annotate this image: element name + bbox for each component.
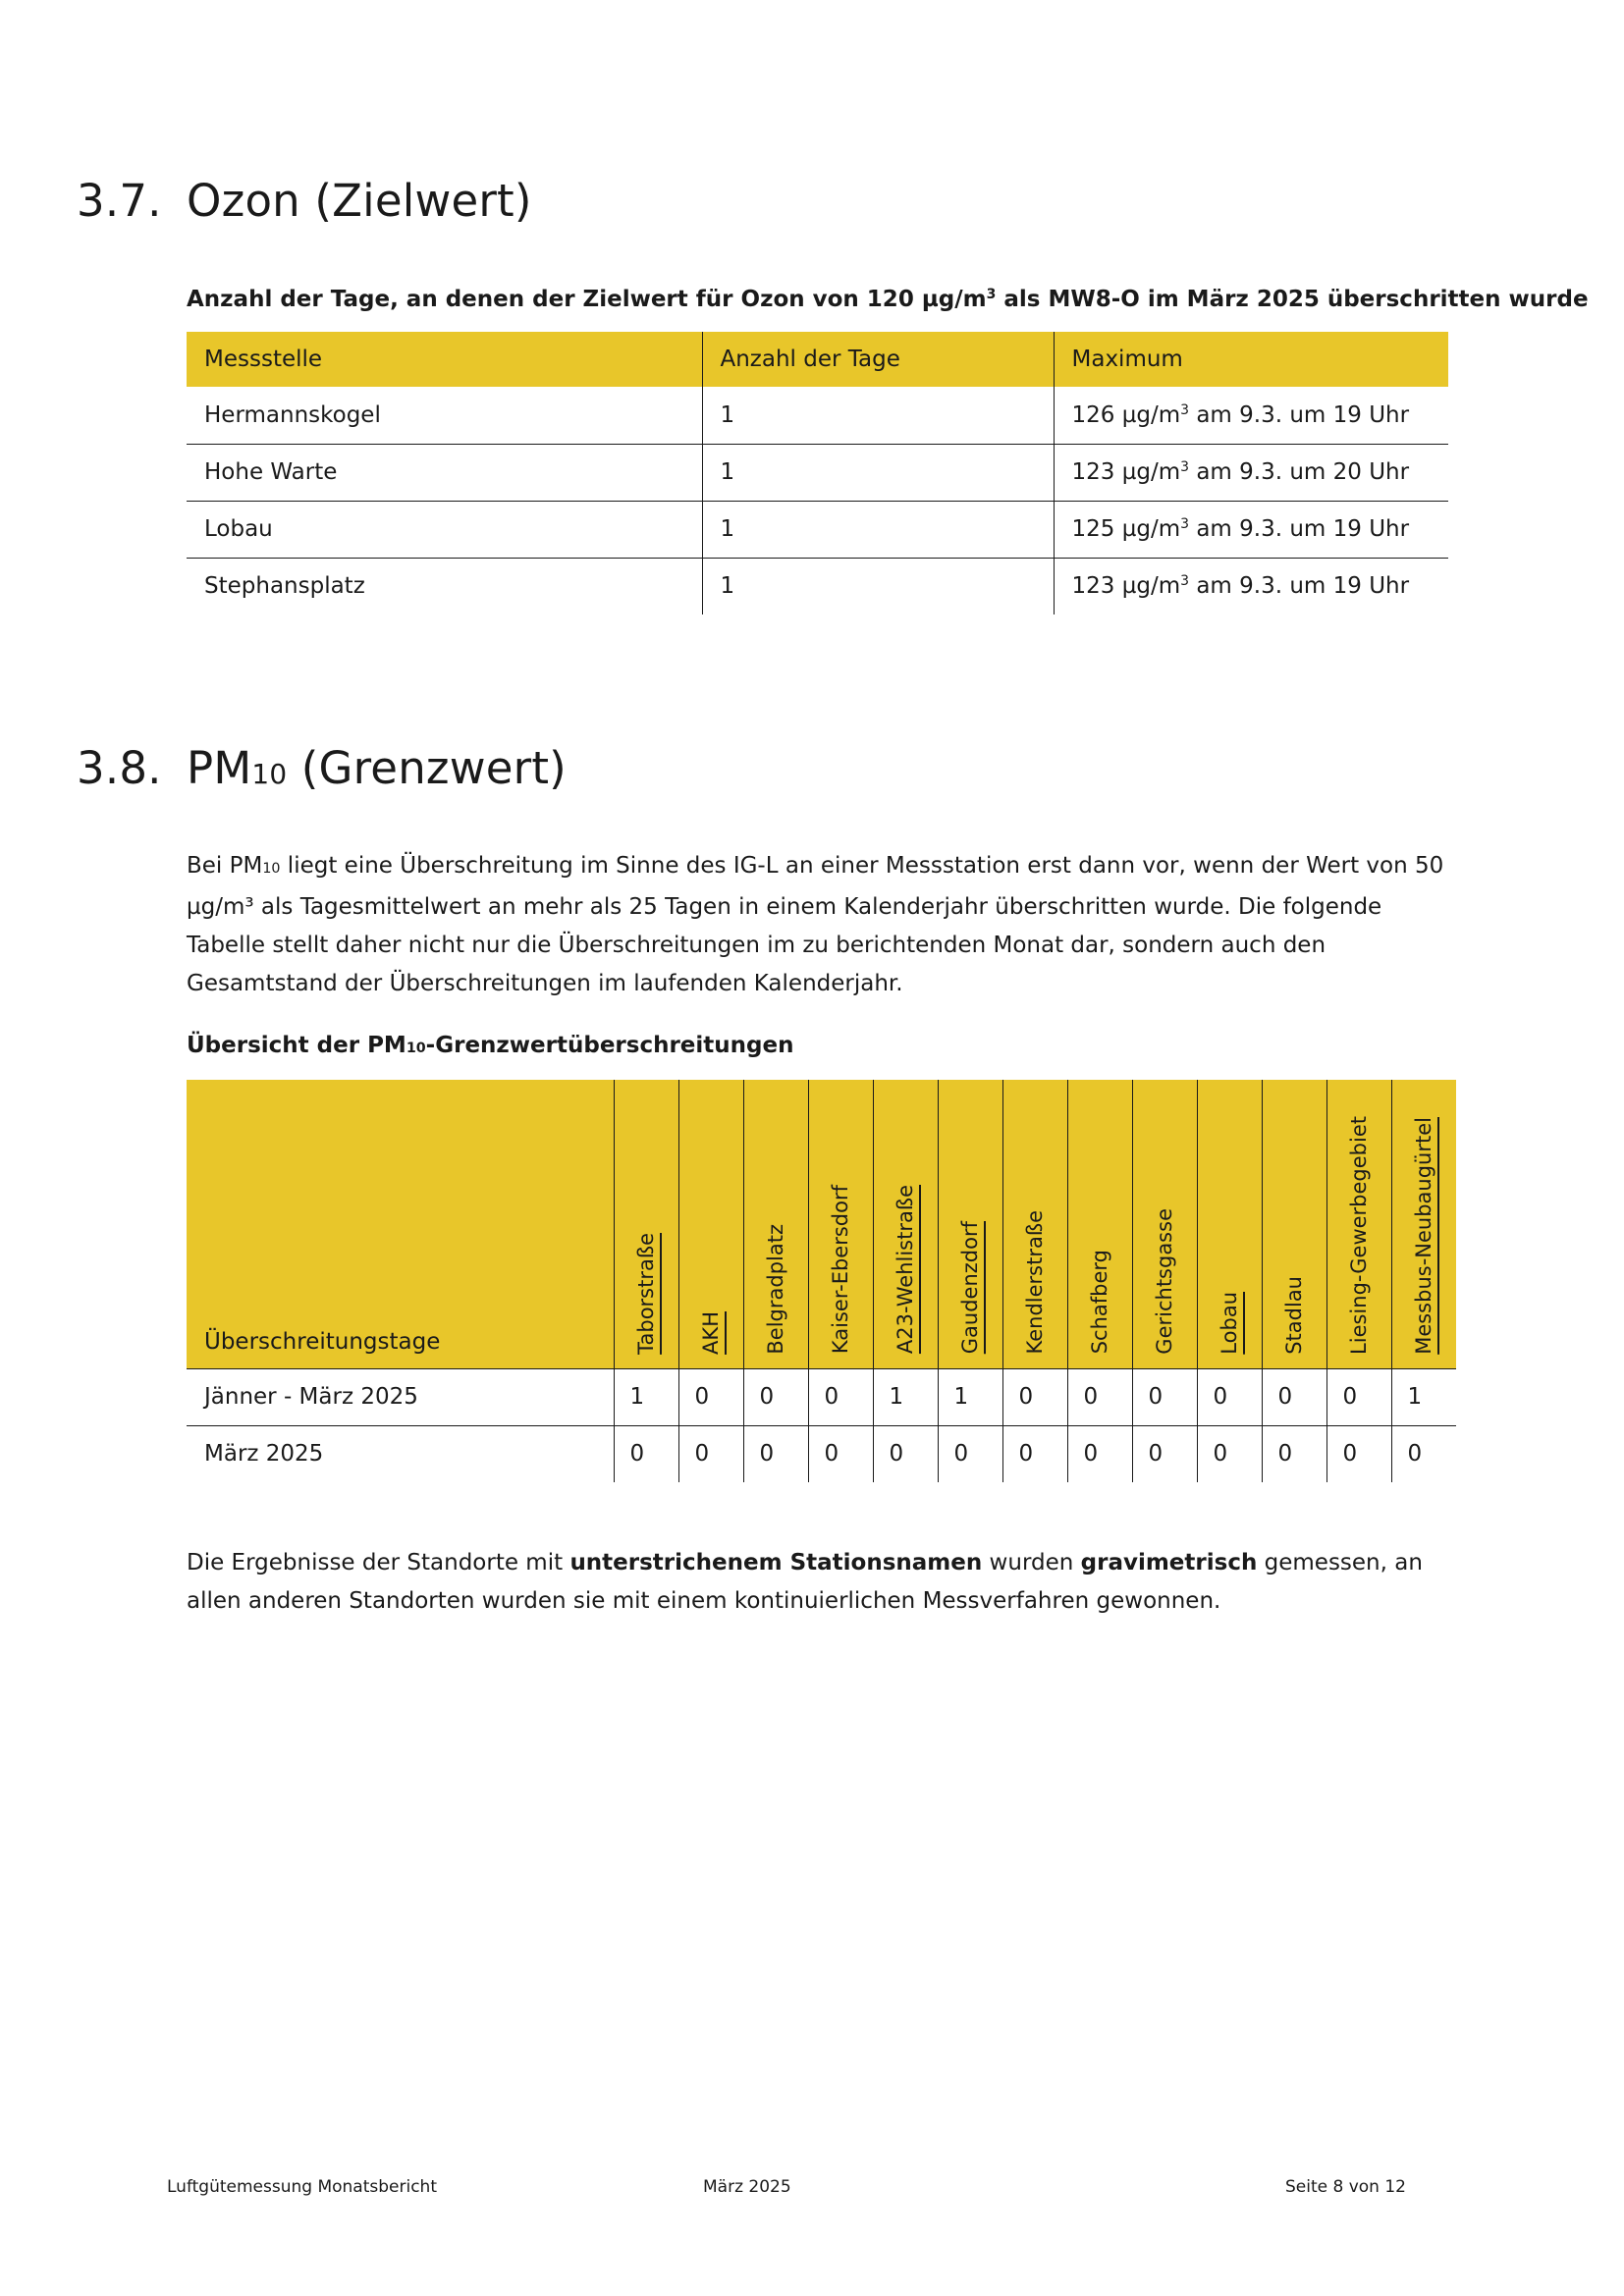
header-station bbox=[873, 1080, 938, 1368]
heading-title: Ozon (Zielwert) bbox=[187, 175, 532, 227]
station-label: Messbus-Neubaugürtel bbox=[1412, 1116, 1436, 1355]
station-label: Taborstraße bbox=[634, 1232, 658, 1355]
table-row bbox=[187, 1368, 1456, 1425]
table-row bbox=[187, 1425, 1456, 1482]
note-bold-method: gravimetrisch bbox=[1080, 1550, 1258, 1575]
cell-value: 0 bbox=[1326, 1368, 1391, 1425]
cell-value: 0 bbox=[1197, 1425, 1262, 1482]
header-anzahl: Anzahl der Tage bbox=[702, 332, 1054, 387]
heading-title-pre: PM bbox=[187, 742, 252, 794]
cell-value: 0 bbox=[1002, 1368, 1067, 1425]
station-label: Kendlerstraße bbox=[1023, 1210, 1047, 1355]
header-maximum: Maximum bbox=[1054, 332, 1448, 387]
header-ueberschreitungstage: Überschreitungstage bbox=[187, 1080, 614, 1368]
header-station bbox=[1197, 1080, 1262, 1368]
header-station bbox=[1067, 1080, 1132, 1368]
cell-maximum bbox=[1054, 501, 1448, 558]
para-post: liegt eine Überschreitung im Sinne des IG-L an einer Messstation erst dann vor, wenn der Wert von 50 µg/m³ als Tagesmittelwert an mehr als 25 Tagen in einem Kalenderjahr überschritten wurde. Die folgende Tabelle stellt daher nicht nur die Überschreitungen im zu berichtenden Monat dar, sondern auch den Gesamtstand der Überschreitungen im laufenden Kalenderjahr. bbox=[187, 853, 1444, 996]
header-station bbox=[678, 1080, 743, 1368]
caption-text: Anzahl der Tage, an denen der Zielwert für Ozon von 120 µg/m bbox=[187, 287, 987, 312]
cell-value: 0 bbox=[678, 1425, 743, 1482]
cell-days: 1 bbox=[702, 558, 1054, 614]
footer-left: Luftgütemessung Monatsbericht bbox=[167, 2177, 437, 2197]
measurement-note bbox=[187, 1544, 1463, 1621]
max-sup: 3 bbox=[1180, 516, 1190, 532]
station-label: Belgradplatz bbox=[764, 1223, 787, 1355]
pm10-header-row bbox=[187, 1080, 1456, 1368]
cell-station: Stephansplatz bbox=[204, 573, 365, 600]
footer-center: März 2025 bbox=[703, 2177, 791, 2197]
cell-value: 1 bbox=[614, 1368, 678, 1425]
table-row bbox=[187, 444, 1448, 501]
cell-days: 1 bbox=[702, 501, 1054, 558]
header-station bbox=[743, 1080, 808, 1368]
ozone-header-row bbox=[187, 332, 1448, 387]
cell-value: 0 bbox=[873, 1425, 938, 1482]
station-label: A23-Wehlistraße bbox=[893, 1185, 917, 1355]
max-value: 126 µg/m bbox=[1071, 401, 1181, 428]
station-label: Gaudenzdorf bbox=[958, 1221, 982, 1355]
cell-value: 0 bbox=[743, 1368, 808, 1425]
cell-station: Lobau bbox=[187, 501, 702, 558]
header-station bbox=[938, 1080, 1002, 1368]
table-row bbox=[187, 558, 1448, 614]
cell-value: 0 bbox=[1067, 1368, 1132, 1425]
cell-value: 1 bbox=[873, 1368, 938, 1425]
note-text: Die Ergebnisse der Standorte mit bbox=[187, 1550, 570, 1575]
header-station bbox=[1002, 1080, 1067, 1368]
heading-number: 3.7. bbox=[77, 175, 162, 227]
table-row bbox=[187, 501, 1448, 558]
max-value: 123 µg/m bbox=[1071, 573, 1181, 600]
cell-value: 0 bbox=[1002, 1425, 1067, 1482]
note-bold-stations: unterstrichenem Stationsnamen bbox=[569, 1550, 983, 1575]
header-messstelle: Messstelle bbox=[187, 332, 702, 387]
max-rest: am 9.3. um 20 Uhr bbox=[1189, 459, 1410, 485]
cell-value: 0 bbox=[1326, 1425, 1391, 1482]
max-sup: 3 bbox=[1180, 401, 1190, 418]
cell-value: 0 bbox=[1067, 1425, 1132, 1482]
heading-title-sub: 10 bbox=[251, 758, 288, 790]
row-label: Jänner - März 2025 bbox=[187, 1368, 614, 1425]
note-text: wurden bbox=[982, 1550, 1081, 1575]
cell-value: 0 bbox=[938, 1425, 1002, 1482]
cell-value: 0 bbox=[1132, 1425, 1197, 1482]
heading-title-post: (Grenzwert) bbox=[287, 742, 567, 794]
station-label: Schafberg bbox=[1088, 1250, 1111, 1355]
cell-value: 0 bbox=[1391, 1425, 1456, 1482]
station-label: Liesing-Gewerbegebiet bbox=[1347, 1115, 1371, 1355]
max-rest: am 9.3. um 19 Uhr bbox=[1189, 516, 1410, 542]
heading-number: 3.8. bbox=[77, 742, 162, 794]
cell-value: 0 bbox=[614, 1425, 678, 1482]
cell-value: 0 bbox=[808, 1368, 873, 1425]
caption-sup: 3 bbox=[986, 287, 997, 302]
caption-sub: 10 bbox=[406, 1041, 426, 1056]
ozone-table-caption bbox=[187, 287, 1589, 312]
cell-value: 0 bbox=[1262, 1368, 1326, 1425]
cell-station: Hohe Warte bbox=[187, 444, 702, 501]
cell-days: 1 bbox=[702, 387, 1054, 444]
header-station bbox=[614, 1080, 678, 1368]
heading-ozon bbox=[77, 175, 532, 227]
max-sup: 3 bbox=[1180, 459, 1190, 475]
max-value: 123 µg/m bbox=[1071, 459, 1181, 485]
max-rest: am 9.3. um 19 Uhr bbox=[1189, 401, 1410, 428]
note-text: gemessen, an allen anderen Standorten wurden sie mit einem kontinuierlichen Messverfahren gewonnen. bbox=[187, 1550, 1423, 1614]
caption-post: -Grenzwertüberschreitungen bbox=[425, 1033, 794, 1058]
cell-value: 0 bbox=[1197, 1368, 1262, 1425]
cell-maximum bbox=[1054, 387, 1448, 444]
header-station bbox=[1262, 1080, 1326, 1368]
row-label: März 2025 bbox=[204, 1441, 324, 1468]
cell-value: 0 bbox=[743, 1425, 808, 1482]
cell-value: 0 bbox=[1132, 1368, 1197, 1425]
header-station bbox=[1326, 1080, 1391, 1368]
cell-value: 0 bbox=[808, 1425, 873, 1482]
max-sup: 3 bbox=[1180, 573, 1190, 590]
footer-right: Seite 8 von 12 bbox=[1285, 2177, 1406, 2197]
cell-days: 1 bbox=[702, 444, 1054, 501]
pm10-table bbox=[187, 1080, 1456, 1482]
pm10-intro-paragraph bbox=[187, 847, 1463, 1003]
caption-pre: Übersicht der PM bbox=[187, 1033, 406, 1058]
para-sub: 10 bbox=[262, 861, 281, 877]
table-row bbox=[187, 387, 1448, 444]
station-label: Gerichtsgasse bbox=[1153, 1207, 1176, 1355]
para-pre: Bei PM bbox=[187, 853, 263, 879]
header-station bbox=[808, 1080, 873, 1368]
cell-maximum bbox=[1054, 444, 1448, 501]
max-value: 125 µg/m bbox=[1071, 516, 1181, 542]
cell-value: 0 bbox=[1262, 1425, 1326, 1482]
cell-maximum bbox=[1054, 558, 1448, 614]
cell-value: 1 bbox=[938, 1368, 1002, 1425]
cell-value: 1 bbox=[1391, 1368, 1456, 1425]
station-label: Kaiser-Ebersdorf bbox=[829, 1185, 852, 1355]
header-station bbox=[1391, 1080, 1456, 1368]
station-label: Lobau bbox=[1218, 1291, 1241, 1355]
ozone-table bbox=[187, 332, 1448, 614]
station-label: Stadlau bbox=[1282, 1275, 1306, 1355]
pm10-table-caption bbox=[187, 1033, 793, 1058]
heading-pm10 bbox=[77, 742, 567, 794]
station-label: AKH bbox=[699, 1310, 723, 1355]
cell-value: 0 bbox=[678, 1368, 743, 1425]
cell-station: Hermannskogel bbox=[187, 387, 702, 444]
caption-text-rest: als MW8-O im März 2025 überschritten wurde bbox=[996, 287, 1589, 312]
max-rest: am 9.3. um 19 Uhr bbox=[1189, 573, 1410, 600]
header-station bbox=[1132, 1080, 1197, 1368]
